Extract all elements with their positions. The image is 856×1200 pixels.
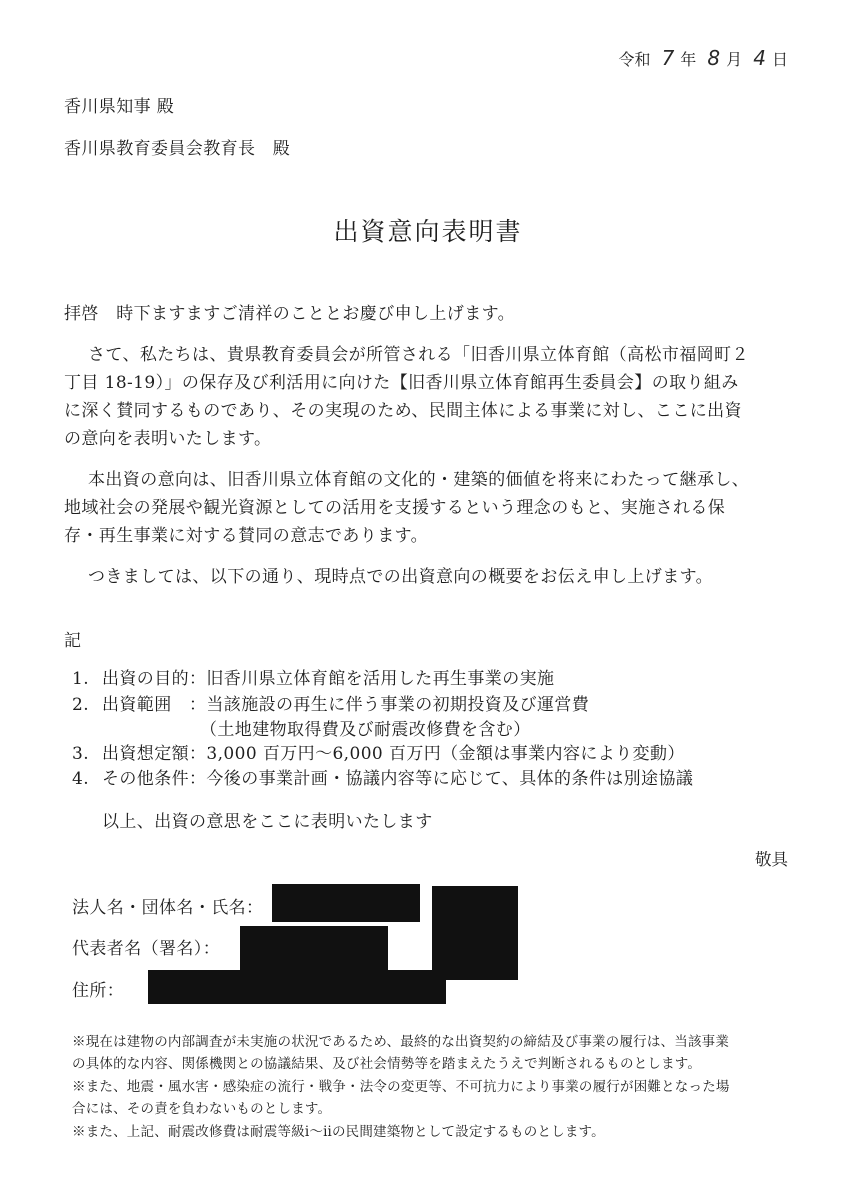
date-day: 4: [753, 46, 766, 70]
paragraph-line: 本出資の意向は、旧香川県立体育館の文化的・建築的価値を将来にわたって継承し、: [88, 470, 750, 490]
item-text: 出資想定額：3,000 百万円～6,000 百万円（金額は事業内容により変動）: [102, 744, 685, 764]
paragraph-line: 地域社会の発展や観光資源としての活用を支援するという理念のもと、実施される保: [64, 498, 726, 518]
redacted-address: [148, 970, 446, 1004]
note-line: 合には、その責を負わないものとします。: [72, 1101, 332, 1117]
paragraph-line: の意向を表明いたします。: [64, 429, 272, 449]
note-line: ※現在は建物の内部調査が未実施の状況であるため、最終的な出資契約の締結及び事業の履行は、当該事業: [72, 1034, 730, 1050]
redacted-representative-name: [240, 926, 388, 972]
redacted-entity-name: [272, 884, 420, 922]
item-number: 2.: [72, 695, 90, 715]
list-item: [72, 739, 685, 764]
document-title: 出資意向表明書: [333, 217, 523, 246]
date-era: 令和: [618, 50, 651, 69]
item-number: 4.: [72, 769, 90, 789]
date-year-unit: 年: [680, 50, 697, 69]
date-month-unit: 月: [726, 50, 743, 69]
paragraph-line: 丁目 18-19）」の保存及び利活用に向けた【旧香川県立体育館再生委員会】の取り組み: [64, 373, 739, 393]
note-line: ※また、上記、耐震改修費は耐震等級ⅰ～ⅱの民間建築物として設定するものとします。: [72, 1124, 605, 1140]
addressee-governor: 香川県知事 殿: [64, 97, 175, 117]
list-item: [72, 764, 693, 789]
list-item-continuation: [200, 715, 531, 740]
document-date: [618, 46, 788, 70]
representative-label: 代表者名（署名）：: [72, 939, 221, 959]
item-number: 3.: [72, 744, 90, 764]
item-text: 出資範囲 ：当該施設の再生に伴う事業の初期投資及び運営費: [102, 695, 590, 715]
paragraph-line: さて、私たちは、貴県教育委員会が所管される「旧香川県立体育館（高松市福岡町２: [88, 345, 749, 365]
greeting: 拝啓 時下ますますご清祥のこととお慶び申し上げます。: [64, 304, 516, 324]
paragraph-line: 存・再生事業に対する賛同の意志であります。: [64, 526, 429, 546]
paragraph-line: つきましては、以下の通り、現時点での出資意向の概要をお伝え申し上げます。: [88, 567, 714, 587]
date-day-unit: 日: [771, 50, 788, 69]
item-number: 1.: [72, 669, 90, 689]
date-year: 7: [661, 46, 675, 70]
ki-heading: 記: [64, 631, 82, 651]
statement: 以上、出資の意思をここに表明いたします: [102, 812, 433, 832]
addressee-superintendent: 香川県教育委員会教育長 殿: [64, 139, 291, 159]
address-label: 住所：: [72, 981, 125, 1001]
note-line: ※また、地震・風水害・感染症の流行・戦争・法令の変更等、不可抗力により事業の履行が困難となった場: [72, 1079, 730, 1095]
closing-keigu: 敬具: [755, 850, 788, 869]
redacted-seal: [432, 886, 518, 980]
item-text: その他条件：今後の事業計画・協議内容等に応じて、具体的条件は別途協議: [102, 769, 694, 789]
entity-label: 法人名・団体名・氏名：: [72, 898, 264, 918]
list-item: [72, 664, 554, 689]
item-text: （土地建物取得費及び耐震改修費を含む）: [200, 720, 531, 740]
note-line: の具体的な内容、関係機関との協議結果、及び社会情勢等を踏まえたうえで判断されるものとします。: [72, 1056, 702, 1072]
item-text: 出資の目的：旧香川県立体育館を活用した再生事業の実施: [102, 669, 555, 689]
list-item: [72, 690, 589, 715]
date-month: 8: [707, 46, 721, 70]
paragraph-line: に深く賛同するものであり、その実現のため、民間主体による事業に対し、ここに出資: [64, 401, 742, 421]
